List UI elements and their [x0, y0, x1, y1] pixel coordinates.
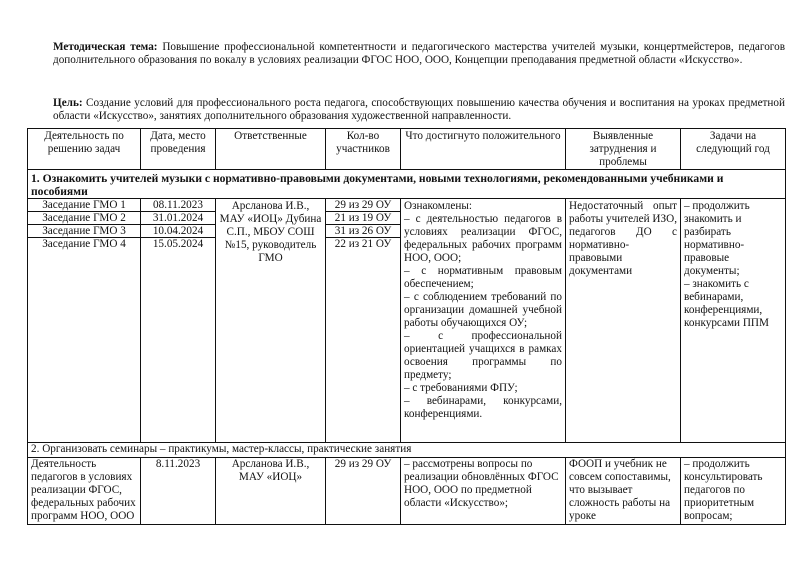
- achieved-cell: [401, 199, 566, 443]
- section-1-title: 1. Ознакомить учителей музыки с нормативно-правовыми документами, новыми технологиями, рекомендованными учебниками и пособиями: [28, 170, 786, 199]
- list-item: – с соблюдением требований по организации домашней учебной работы обучающихся ОУ;: [404, 291, 562, 329]
- goal-paragraph: [53, 97, 785, 123]
- goal-text: Создание условий для профессионального роста педагога, способствующих повышению качества обучения и воспитания на уроках предметной области «Искусство», занятиях дополнительного образования художественной направленности.: [53, 97, 785, 122]
- list-item: Ознакомлены:: [404, 200, 472, 212]
- list-item: Заседание ГМО 1: [28, 199, 140, 212]
- gmo-dates-cell: [141, 199, 216, 443]
- list-item: Заседание ГМО 2: [28, 212, 140, 225]
- list-item: Заседание ГМО 4: [42, 238, 126, 250]
- date-cell: 8.11.2023: [141, 458, 216, 525]
- activity-cell: Деятельность педагогов в условиях реализации ФГОС, федеральных рабочих программ НОО, ООО: [28, 458, 141, 525]
- list-item: 10.04.2024: [141, 225, 215, 238]
- header-activity: Деятельность по решению задач: [28, 129, 141, 170]
- methodical-theme-paragraph: [53, 41, 785, 67]
- list-item: 08.11.2023: [141, 199, 215, 212]
- list-item: – с деятельностью педагогов в условиях реализации ФГОС, федеральных рабочих программ НОО, ООО;: [404, 213, 562, 264]
- achieved-cell: – рассмотрены вопросы по реализации обновлённых ФГОС НОО, ООО по предметной области «Искусство»;: [401, 458, 566, 525]
- section-row: [28, 443, 786, 458]
- list-item: 31.01.2024: [141, 212, 215, 225]
- list-item: 15.05.2024: [152, 238, 204, 250]
- list-item: – продолжить знакомить и разбирать нормативно-правовые документы;: [684, 200, 750, 277]
- next-tasks-cell: – продолжить консультировать педагогов по приоритетным вопросам;: [681, 458, 786, 525]
- section-row: [28, 170, 786, 199]
- header-next-tasks: Задачи на следующий год: [681, 129, 786, 170]
- methodical-theme-text: Повышение профессиональной компетентности и педагогического мастерства учителей музыки, концертмейстеров, педагогов дополнительного образования по вокалу в условиях реализации ФГОС НОО, ООО, Концепции преподавания предметной области «Искусство».: [53, 41, 785, 66]
- next-tasks-cell: [681, 199, 786, 443]
- problems-cell: ФООП и учебник не совсем сопоставимы, что вызывает сложность работы на уроке: [566, 458, 681, 525]
- goal-label: Цель:: [53, 97, 83, 109]
- header-participants: Кол-во участников: [326, 129, 401, 170]
- list-item: 21 из 19 ОУ: [326, 212, 400, 225]
- list-item: Заседание ГМО 3: [28, 225, 140, 238]
- participants-cell: 29 из 29 ОУ: [326, 458, 401, 525]
- section-2-title: 2. Организовать семинары – практикумы, мастер-классы, практические занятия: [28, 443, 786, 458]
- gmo-participants-cell: [326, 199, 401, 443]
- table-row: [28, 199, 786, 443]
- list-item: – с профессиональной ориентацией учащихся в рамках освоения программы по предмету;: [404, 330, 562, 381]
- gmo-activities-cell: [28, 199, 141, 443]
- list-item: 22 из 21 ОУ: [334, 238, 392, 250]
- responsible-cell: Арсланова И.В., МАУ «ИОЦ» Дубина С.П., МБОУ СОШ №15, руководитель ГМО: [216, 199, 326, 443]
- header-date-place: Дата, место проведения: [141, 129, 216, 170]
- activity-report-table: [27, 128, 786, 525]
- table-header-row: [28, 129, 786, 170]
- header-problems: Выявленные затруднения и проблемы: [566, 129, 681, 170]
- list-item: – знакомить с вебинарами, конференциями, конкурсами ППМ: [684, 278, 769, 329]
- problems-cell: Недостаточный опыт работы учителей ИЗО, педагогов ДО с нормативно-правовыми документами: [566, 199, 681, 443]
- list-item: – с требованиями ФПУ;: [404, 382, 518, 394]
- methodical-theme-label: Методическая тема:: [53, 41, 158, 53]
- responsible-cell: Арсланова И.В., МАУ «ИОЦ»: [216, 458, 326, 525]
- header-achieved: Что достигнуто положительного: [401, 129, 566, 170]
- list-item: 31 из 26 ОУ: [326, 225, 400, 238]
- list-item: 29 из 29 ОУ: [326, 199, 400, 212]
- header-responsible: Ответственные: [216, 129, 326, 170]
- table-row: [28, 458, 786, 525]
- list-item: – с нормативным правовым обеспечением;: [404, 265, 562, 290]
- list-item: – вебинарами, конкурсами, конференциями.: [404, 395, 562, 420]
